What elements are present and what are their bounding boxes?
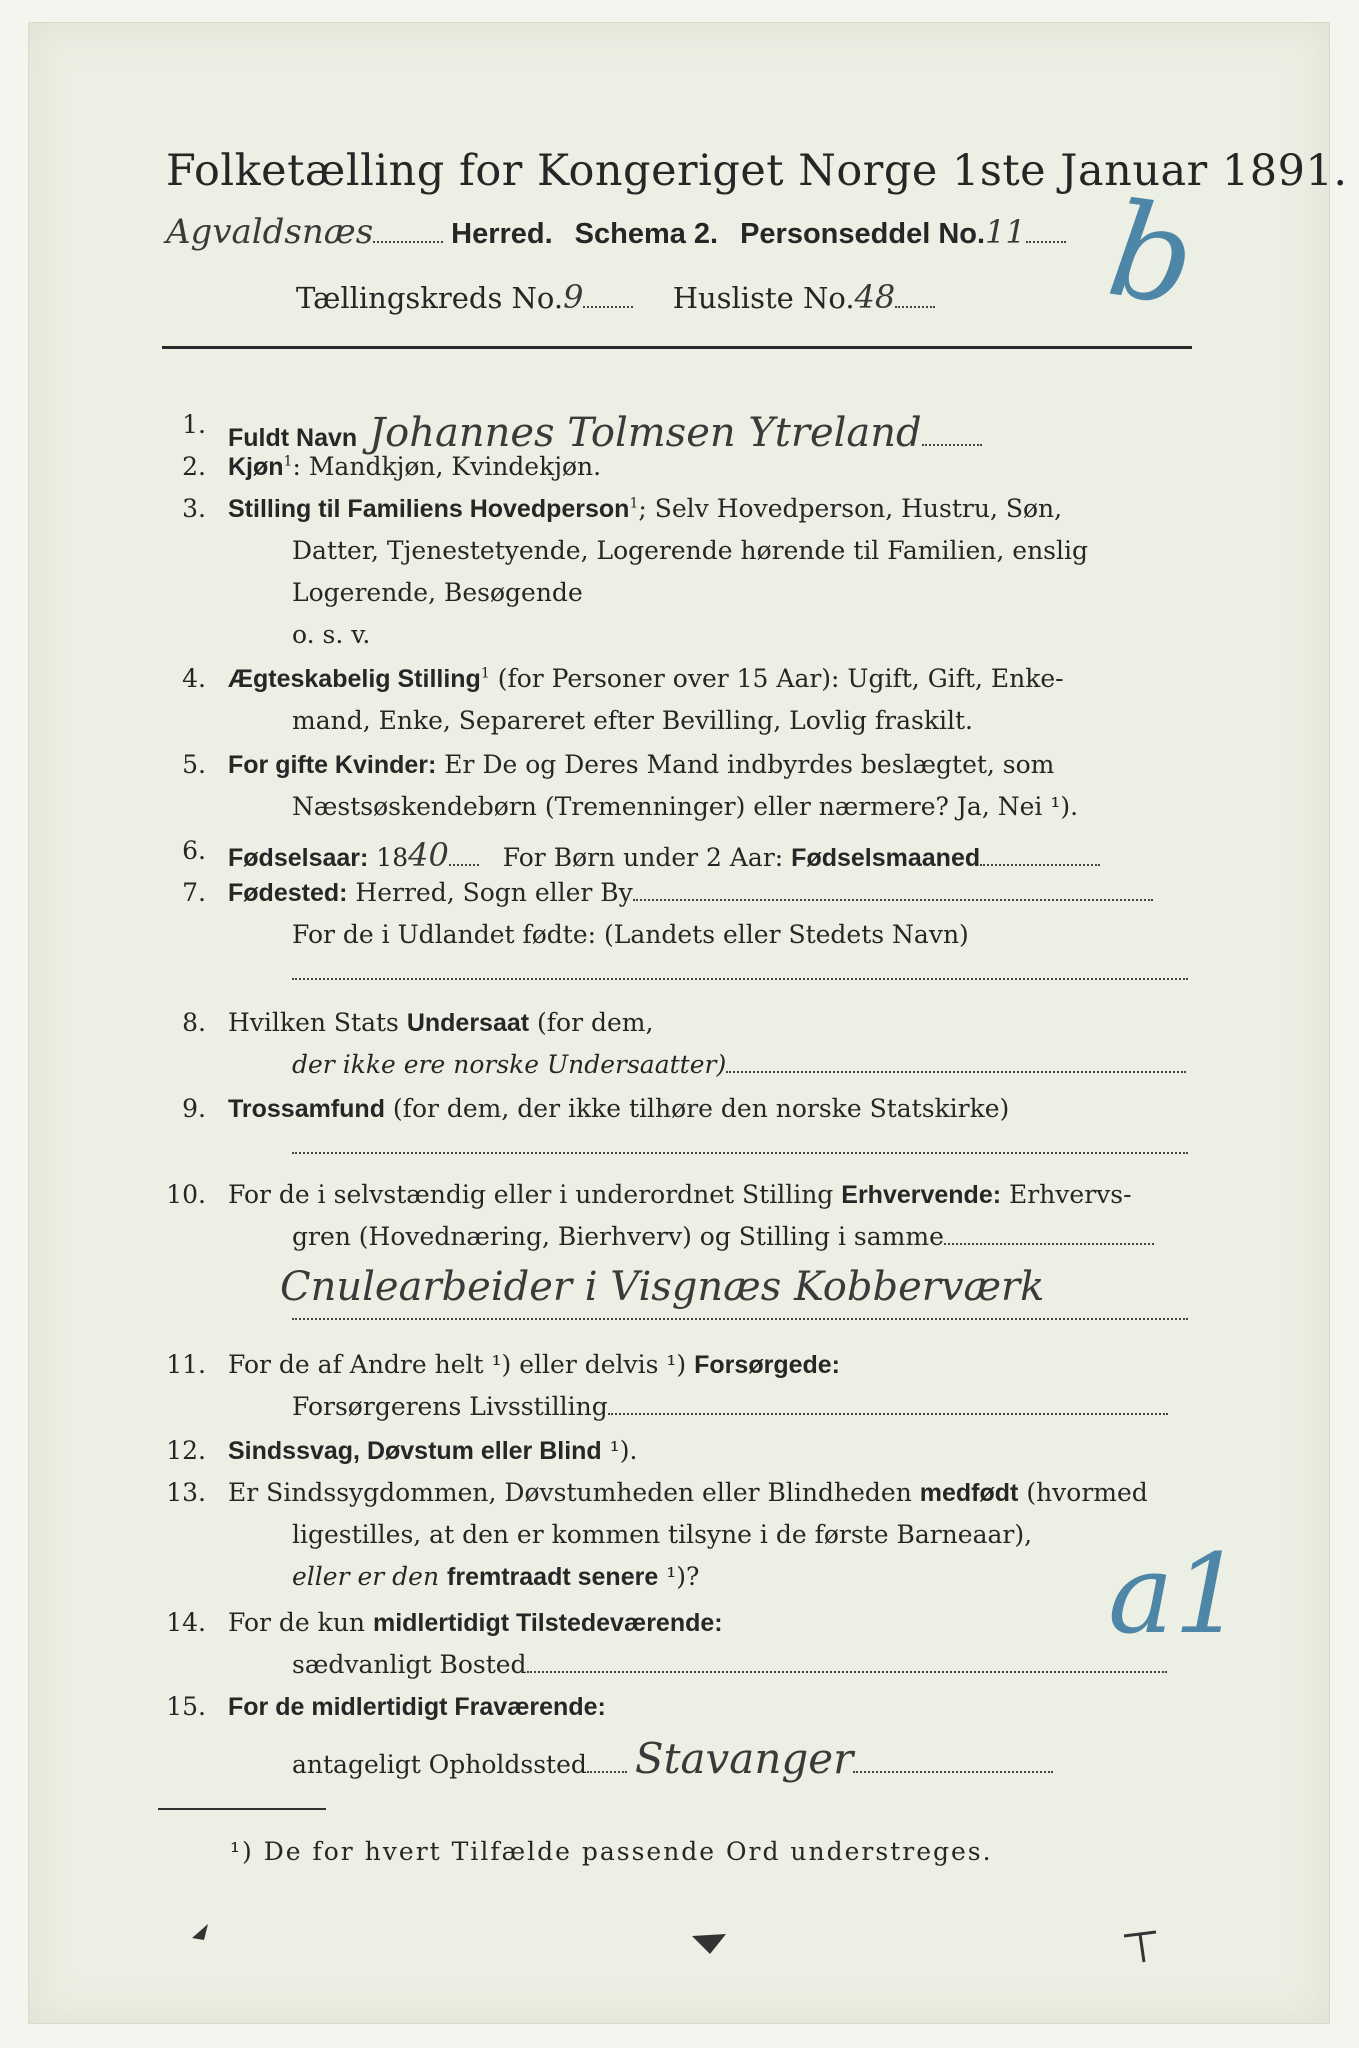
item-5-label: For gifte Kvinder: [228,751,437,779]
item-13-cont2-row: eller er den fremtraadt senere ¹)? [292,1562,700,1591]
item-15-row [228,1692,606,1722]
margin-mark-a1: a1 [1108,1530,1244,1658]
item-10-number: 10. [166,1180,206,1209]
birth-year-value: 40 [408,836,449,874]
kreds-value: 9 [563,278,584,316]
item-14-row: For de kun midlertidigt Tilstedeværende: [228,1608,723,1637]
occupation-value: Cnulearbeider i Visgnæs Kobberværk [280,1264,1045,1310]
item-7-cont1: For de i Udlandet fødte: (Landets eller Stedets Navn) [292,920,969,949]
item-15-cont1: antageligt Opholdssted [292,1750,587,1779]
item-8-label: Undersaat [406,1009,530,1037]
item-6-number: 6. [182,836,206,865]
item-3-row: Stilling til Familiens Hovedperson$^1$; Selv Hovedperson, Hustru, Søn, [228,494,1063,523]
kreds-row [296,278,935,316]
item-6-label2: Fødselsmaaned [791,844,981,872]
item-9-label: Trossamfund [228,1095,385,1123]
footnote: ¹) De for hvert Tilfælde passende Ord understreges. [230,1837,993,1866]
item-11-row: For de af Andre helt ¹) eller delvis ¹) Forsørgede: [228,1350,840,1379]
item-13-cont2-label: fremtraadt senere [447,1563,659,1591]
item-12-number: 12. [166,1436,206,1465]
item-9-blank-line [292,1152,1188,1154]
herred-value: Agvaldsnæs [166,212,374,252]
item-13-number: 13. [166,1478,206,1507]
item-5-row [228,750,1054,780]
residence-value: Stavanger [634,1734,854,1783]
item-5-text: Er De og Deres Mand indbyrdes beslægtet, som [436,750,1055,779]
personseddel-value: 11 [985,213,1026,251]
item-12-label: Sindssvag, Døvstum eller Blind [228,1437,602,1465]
item-11-cont1-row [292,1392,1168,1421]
item-14-label: midlertidigt Tilstedeværende: [372,1609,723,1637]
form-title: Folketælling for Kongeriget Norge 1ste Januar 1891. [166,146,1348,196]
item-7-number: 7. [182,878,206,907]
item-13-row: Er Sindssygdommen, Døvstumheden eller Blindheden medfødt (hvormed [228,1478,1148,1507]
footnote-rule [158,1808,326,1810]
item-15-cont1-row [292,1734,1053,1783]
item-4-row: Ægteskabelig Stilling$^1$ (for Personer over 15 Aar): Ugift, Gift, Enke- [228,664,1064,693]
item-3-text: ; Selv Hovedperson, Hustru, Søn, [638,494,1063,523]
item-11-cont1: Forsørgerens Livsstilling [292,1392,608,1421]
item-3-cont2: Logerende, Besøgende [292,578,583,607]
item-14-cont1: sædvanligt Bosted [292,1650,527,1679]
item-8-cont1: der ikke ere norske Undersaatter) [292,1050,727,1079]
item-2-text: : Mandkjøn, Kvindekjøn. [292,452,602,481]
full-name-value: Johannes Tolmsen Ytreland [369,410,922,456]
corner-mark-center [690,1930,730,1960]
item-15-label: For de midlertidigt Fraværende: [228,1693,606,1721]
item-3-label: Stilling til Familiens Hovedperson [228,495,630,523]
herred-row [166,212,1066,252]
schema-label: Schema 2. [574,218,719,250]
item-7-blank-line [292,978,1188,980]
item-14-cont1-row [292,1650,1167,1679]
item-8-row: Hvilken Stats Undersaat (for dem, [228,1008,654,1037]
item-4-cont1: mand, Enke, Separeret efter Bevilling, Lovlig fraskilt. [292,706,973,735]
husliste-value: 48 [854,278,896,316]
corner-mark-right [1120,1928,1160,1968]
item-14-number: 14. [166,1608,206,1637]
item-10-label: Erhvervende: [841,1181,1002,1209]
item-7-text: Herred, Sogn eller By [355,878,633,907]
item-2-row: Kjøn$^1$: Mandkjøn, Kvindekjøn. [228,452,602,481]
item-10-row: For de i selvstændig eller i underordnet Stilling Erhvervende: Erhvervs- [228,1180,1132,1209]
item-9-number: 9. [182,1094,206,1123]
item-8-cont1-row [292,1050,1186,1079]
item-3-cont1: Datter, Tjenestetyende, Logerende hørende til Familien, enslig [292,536,1089,565]
item-15-number: 15. [166,1692,206,1721]
item-8-number: 8. [182,1008,206,1037]
kreds-label: Tællingskreds No. [296,281,564,315]
item-2-label: Kjøn [228,453,284,481]
item-5-cont1: Næstsøskendebørn (Tremenninger) eller nærmere? Ja, Nei ¹). [292,792,1079,821]
header-rule [162,346,1192,349]
corner-mark-left [190,1918,220,1948]
item-11-label: Forsørgede: [694,1351,840,1379]
item-10-cont1-row [292,1222,1154,1251]
item-1-number: 1. [182,410,206,439]
item-11-number: 11. [166,1350,206,1379]
item-1-label: Fuldt Navn [228,424,358,452]
item-13-label: medfødt [919,1479,1019,1507]
item-4-number: 4. [182,664,206,693]
item-6-label: Fødselsaar: [228,844,369,872]
item-7-row [228,878,1153,908]
item-10-cont1: gren (Hovednæring, Bierhverv) og Stilling i samme [292,1222,944,1251]
item-5-number: 5. [182,750,206,779]
item-10-value-line [292,1318,1188,1320]
item-9-row: Trossamfund (for dem, der ikke tilhøre den norske Statskirke) [228,1094,1010,1123]
personseddel-label: Personseddel No. [740,218,986,250]
item-7-label: Fødested: [228,879,348,907]
item-1-row [228,410,982,456]
husliste-label: Husliste No. [672,281,855,315]
item-13-cont1: ligestilles, at den er kommen tilsyne i de første Barneaar), [292,1520,1033,1549]
item-6-row: Fødselsaar: 1840 For Børn under 2 Aar: Fødselsmaaned [228,836,1100,874]
item-4-label: Ægteskabelig Stilling [228,665,481,693]
item-3-number: 3. [182,494,206,523]
item-2-number: 2. [182,452,206,481]
item-3-cont3: o. s. v. [292,620,371,649]
margin-mark-b: b [1099,172,1204,336]
item-12-row: Sindssvag, Døvstum eller Blind ¹). [228,1436,638,1465]
item-4-text: (for Personer over 15 Aar): Ugift, Gift, Enke- [489,664,1064,693]
herred-label: Herred. [451,218,553,250]
